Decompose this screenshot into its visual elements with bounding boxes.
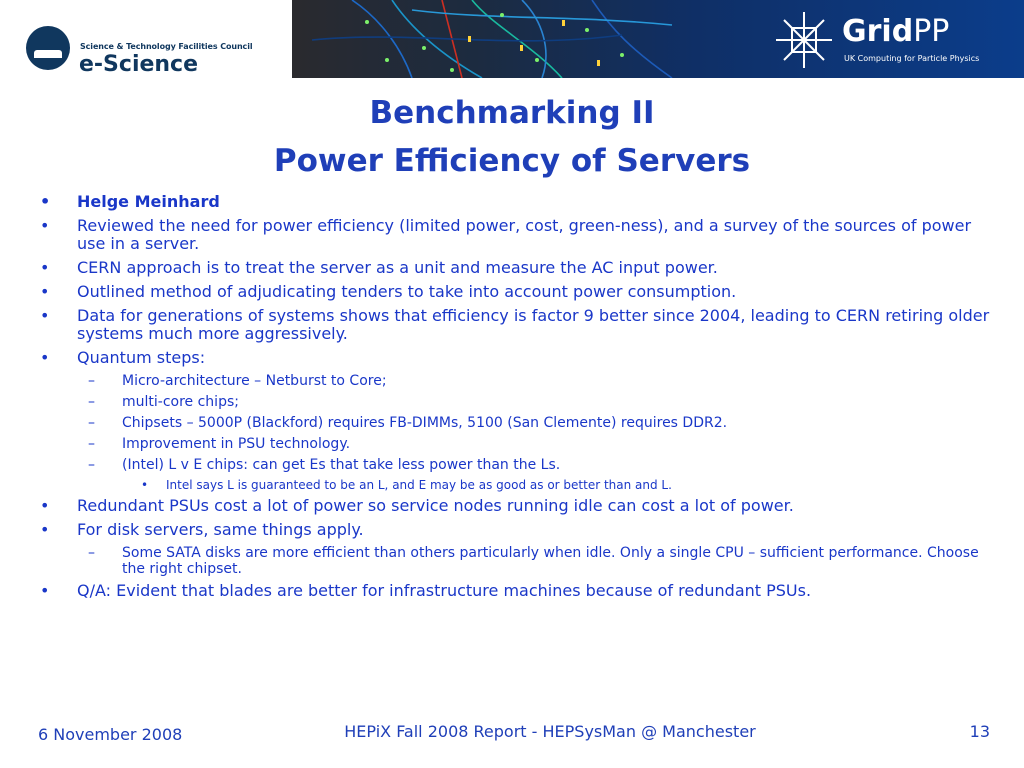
subbullet-psu: – Improvement in PSU technology. — [38, 436, 998, 452]
escience-name: e-Science — [79, 52, 199, 77]
footer-page-number: 13 — [969, 722, 990, 741]
subbullet-chipsets: – Chipsets – 5000P (Blackford) requires FB-DIMMs, 5100 (San Clemente) requires DDR2. — [38, 415, 998, 431]
bullet-generations: • Data for generations of systems shows that efficiency is factor 9 better since 2004, leading to CERN retiring older systems much more aggressively. — [38, 307, 998, 343]
footer-event: HEPiX Fall 2008 Report - HEPSysMan @ Manchester — [344, 722, 756, 741]
council-name: Science & Technology Facilities Council — [80, 42, 253, 51]
subbullet-micro-architecture: – Micro-architecture – Netburst to Core; — [38, 373, 998, 389]
subbullet-multicore: – multi-core chips; — [38, 394, 998, 410]
gridpp-wordmark — [842, 14, 949, 49]
subsubbullet-intel-says: • Intel says L is guaranteed to be an L, and E may be as good as or better than and L. — [38, 478, 998, 492]
stfc-logo-icon — [26, 26, 70, 70]
slide-title-line2: Power Efficiency of Servers — [273, 143, 751, 179]
bullet-redundant-psus: • Redundant PSUs cost a lot of power so service nodes running idle can cost a lot of power. — [38, 497, 998, 515]
header-band — [0, 0, 1024, 78]
gridpp-pp: PP — [913, 14, 950, 49]
bullet-disk-servers: • For disk servers, same things apply. — [38, 521, 998, 539]
bullet-tenders: • Outlined method of adjudicating tenders to take into account power consumption. — [38, 283, 998, 301]
footer-date: 6 November 2008 — [38, 725, 183, 744]
slide-title-line1: Benchmarking II — [369, 95, 655, 131]
slide-content — [38, 193, 998, 606]
stfc-escience-logo — [18, 18, 288, 77]
subbullet-l-v-e-chips: – (Intel) L v E chips: can get Es that take less power than the Ls. — [38, 457, 998, 473]
bullet-cern-approach: • CERN approach is to treat the server as a unit and measure the AC input power. — [38, 259, 998, 277]
gridpp-star-icon — [774, 10, 834, 70]
bullet-quantum-steps: • Quantum steps: — [38, 349, 998, 367]
gridpp-grid: Grid — [842, 14, 914, 49]
bullet-qa: • Q/A: Evident that blades are better for infrastructure machines because of redundant PSUs. — [38, 582, 998, 600]
gridpp-subtitle: UK Computing for Particle Physics — [844, 54, 980, 63]
subbullet-sata: – Some SATA disks are more efficient than others particularly when idle. Only a single CPU – sufficient performance. Choose the right chipset. — [38, 545, 998, 577]
bullet-speaker: • Helge Meinhard — [38, 193, 998, 211]
bullet-power-need: • Reviewed the need for power efficiency (limited power, cost, green-ness), and a survey of the sources of power use in a server. — [38, 217, 998, 253]
gridpp-logo — [770, 6, 1020, 76]
